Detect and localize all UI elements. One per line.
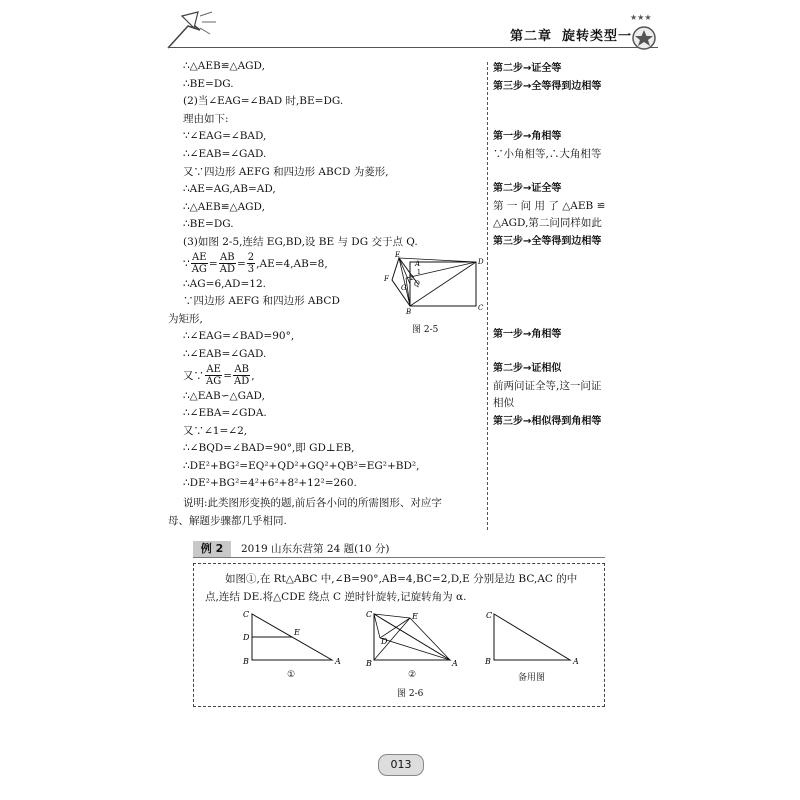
fraction-ae-ag: $\frac{AE}{AG}$ (191, 252, 207, 276)
step-note: 第三步→全等得到边相等 (493, 235, 602, 247)
step-note: 第一步→角相等 (493, 329, 562, 340)
svg-text:C: C (243, 610, 250, 619)
fraction-ab-ad-2: $\frac{AB}{AD}$ (234, 364, 250, 387)
star-badge (622, 10, 662, 50)
line-25: 说明:此类图形变换的题,前后各小问的所需图形、对应字 (183, 497, 442, 510)
example-label: 例 2 (193, 541, 231, 557)
figure-2-6-panel-2 (362, 608, 472, 668)
line-19: ∴△EAB∽△GAD, (183, 389, 265, 402)
header-decoration (160, 8, 240, 50)
header-rule (168, 47, 658, 48)
svg-text:C: C (478, 304, 484, 312)
problem-line-2: 点,连结 DE.将△CDE 绕点 C 逆时针旋转,记旋转角为 α. (205, 591, 467, 603)
svg-text:Q: Q (414, 280, 420, 288)
svg-text:E: E (294, 628, 300, 637)
line-13: ∴AG=6,AD=12. (183, 277, 266, 290)
step-note: 第三步→全等得到边相等 (493, 80, 602, 92)
page-number: 013 (378, 754, 424, 776)
line-26: 母、解题步骤都几乎相同. (168, 514, 287, 527)
problem-line-1: 如图①,在 Rt△ABC 中,∠B=90°,AB=4,BC=2,D,E 分别是边 BC,AC 的中 (225, 573, 578, 585)
step-note: 第三步→相似得到角相等 (493, 415, 602, 427)
figure-2-6-panel-1 (238, 608, 348, 668)
svg-text:F: F (384, 275, 389, 283)
line-10: ∴BE=DG. (183, 218, 234, 231)
figure-caption-2: ② (408, 670, 417, 680)
svg-text:D: D (243, 633, 250, 642)
line-14: ∵四边形 AEFG 和四边形 ABCD (183, 295, 340, 308)
side-notes-5 (493, 360, 601, 430)
note-text: 相似 (493, 397, 514, 410)
line-18: 又∵ $\frac{AE}{AG}$ = $\frac{AB}{AD}$ , (183, 364, 255, 387)
svg-text:A: A (452, 659, 458, 668)
line-3: (2)当∠EAG=∠BAD 时,BE=DG. (183, 95, 344, 108)
line-12-suffix: ,AE=4,AB=8, (256, 257, 328, 270)
svg-text:B: B (485, 657, 491, 666)
side-notes-2 (493, 128, 601, 163)
example-title: 2019 山东东营第 24 题(10 分) (241, 543, 390, 555)
line-15: 为矩形, (168, 312, 203, 325)
svg-text:E: E (395, 251, 401, 259)
fraction-ae-ag-2: $\frac{AE}{AG}$ (206, 364, 222, 387)
note-text: 第 一 问 用 了 △AEB ≌ (493, 199, 606, 212)
line-16: ∴∠EAG=∠BAD=90°, (183, 330, 295, 343)
line-2: ∴BE=DG. (183, 77, 234, 90)
svg-text:1: 1 (417, 269, 421, 276)
line-22: ∴∠BQD=∠BAD=90°,即 GD⊥EB, (183, 442, 355, 455)
figure-2-5 (372, 248, 488, 318)
step-note: 第二步→证全等 (493, 183, 562, 194)
side-notes-4 (493, 326, 561, 344)
line-12-prefix: ∵ (183, 257, 190, 270)
line-5: ∵∠EAG=∠BAD, (183, 130, 267, 143)
svg-text:D: D (478, 258, 484, 266)
svg-text:C: C (486, 611, 493, 620)
line-23: ∴DE²+BG²=EQ²+QD²+GQ²+QB²=EG²+BD², (183, 459, 420, 472)
figure-caption-1: ① (287, 670, 296, 680)
line-6: ∴∠EAB=∠GAD. (183, 147, 267, 160)
figure-2-6-panel-3 (482, 608, 592, 668)
side-notes-3 (493, 180, 605, 250)
chapter-topic: 旋转类型一 (562, 29, 633, 44)
note-text: △AGD,第二问同样如此 (493, 217, 602, 230)
line-9: ∴△AEB≌△AGD, (183, 200, 265, 213)
side-notes-1 (493, 60, 601, 95)
line-24: ∴DE²+BG²=4²+6²+8²+12²=260. (183, 477, 357, 490)
example-problem (205, 570, 600, 606)
svg-text:★★★: ★★★ (630, 13, 652, 22)
svg-text:B: B (243, 657, 249, 666)
svg-text:2: 2 (410, 275, 414, 282)
line-1: ∴△AEB≌△AGD, (183, 60, 265, 72)
svg-text:A: A (335, 657, 341, 666)
figure-2-6-caption: 图 2-6 (397, 689, 424, 699)
figure-2-5-caption: 图 2-5 (412, 325, 439, 335)
svg-text:C: C (366, 610, 373, 619)
line-7: 又∵四边形 AEFG 和四边形 ABCD 为菱形, (183, 165, 389, 178)
step-note: 第二步→证全等 (493, 63, 562, 74)
note-text: ∵小角相等,∴大角相等 (493, 147, 602, 160)
line-11: (3)如图 2-5,连结 EG,BD,设 BE 与 DG 交于点 Q. (183, 235, 418, 248)
svg-text:E: E (412, 612, 418, 621)
svg-text:G: G (401, 284, 407, 292)
svg-text:D: D (381, 637, 388, 646)
line-4: 理由如下: (183, 112, 229, 125)
line-20: ∴∠EBA=∠GDA. (183, 407, 267, 420)
fraction-ab-ad: $\frac{AB}{AD}$ (219, 252, 235, 276)
line-8: ∴AE=AG,AB=AD, (183, 183, 276, 196)
step-note: 第一步→角相等 (493, 131, 562, 142)
chapter-label: 第二章 (510, 29, 553, 44)
svg-text:A: A (415, 260, 421, 268)
step-note: 第二步→证相似 (493, 363, 562, 374)
figure-caption-3: 备用图 (518, 673, 546, 683)
example-rule (193, 557, 605, 558)
svg-text:B: B (366, 659, 372, 668)
line-17: ∴∠EAB=∠GAD. (183, 347, 267, 360)
line-21: 又∵∠1=∠2, (183, 424, 248, 437)
fraction-2-3: $\frac{2}{3}$ (247, 252, 255, 276)
svg-text:B: B (406, 308, 412, 316)
svg-text:A: A (573, 657, 579, 666)
note-text: 前两问证全等,这一问证 (493, 379, 602, 392)
line-12: ∵ $\frac{AE}{AG}$ = $\frac{AB}{AD}$ = $\frac{2}{3}$ ,AE=4,AB=8, (183, 252, 328, 276)
